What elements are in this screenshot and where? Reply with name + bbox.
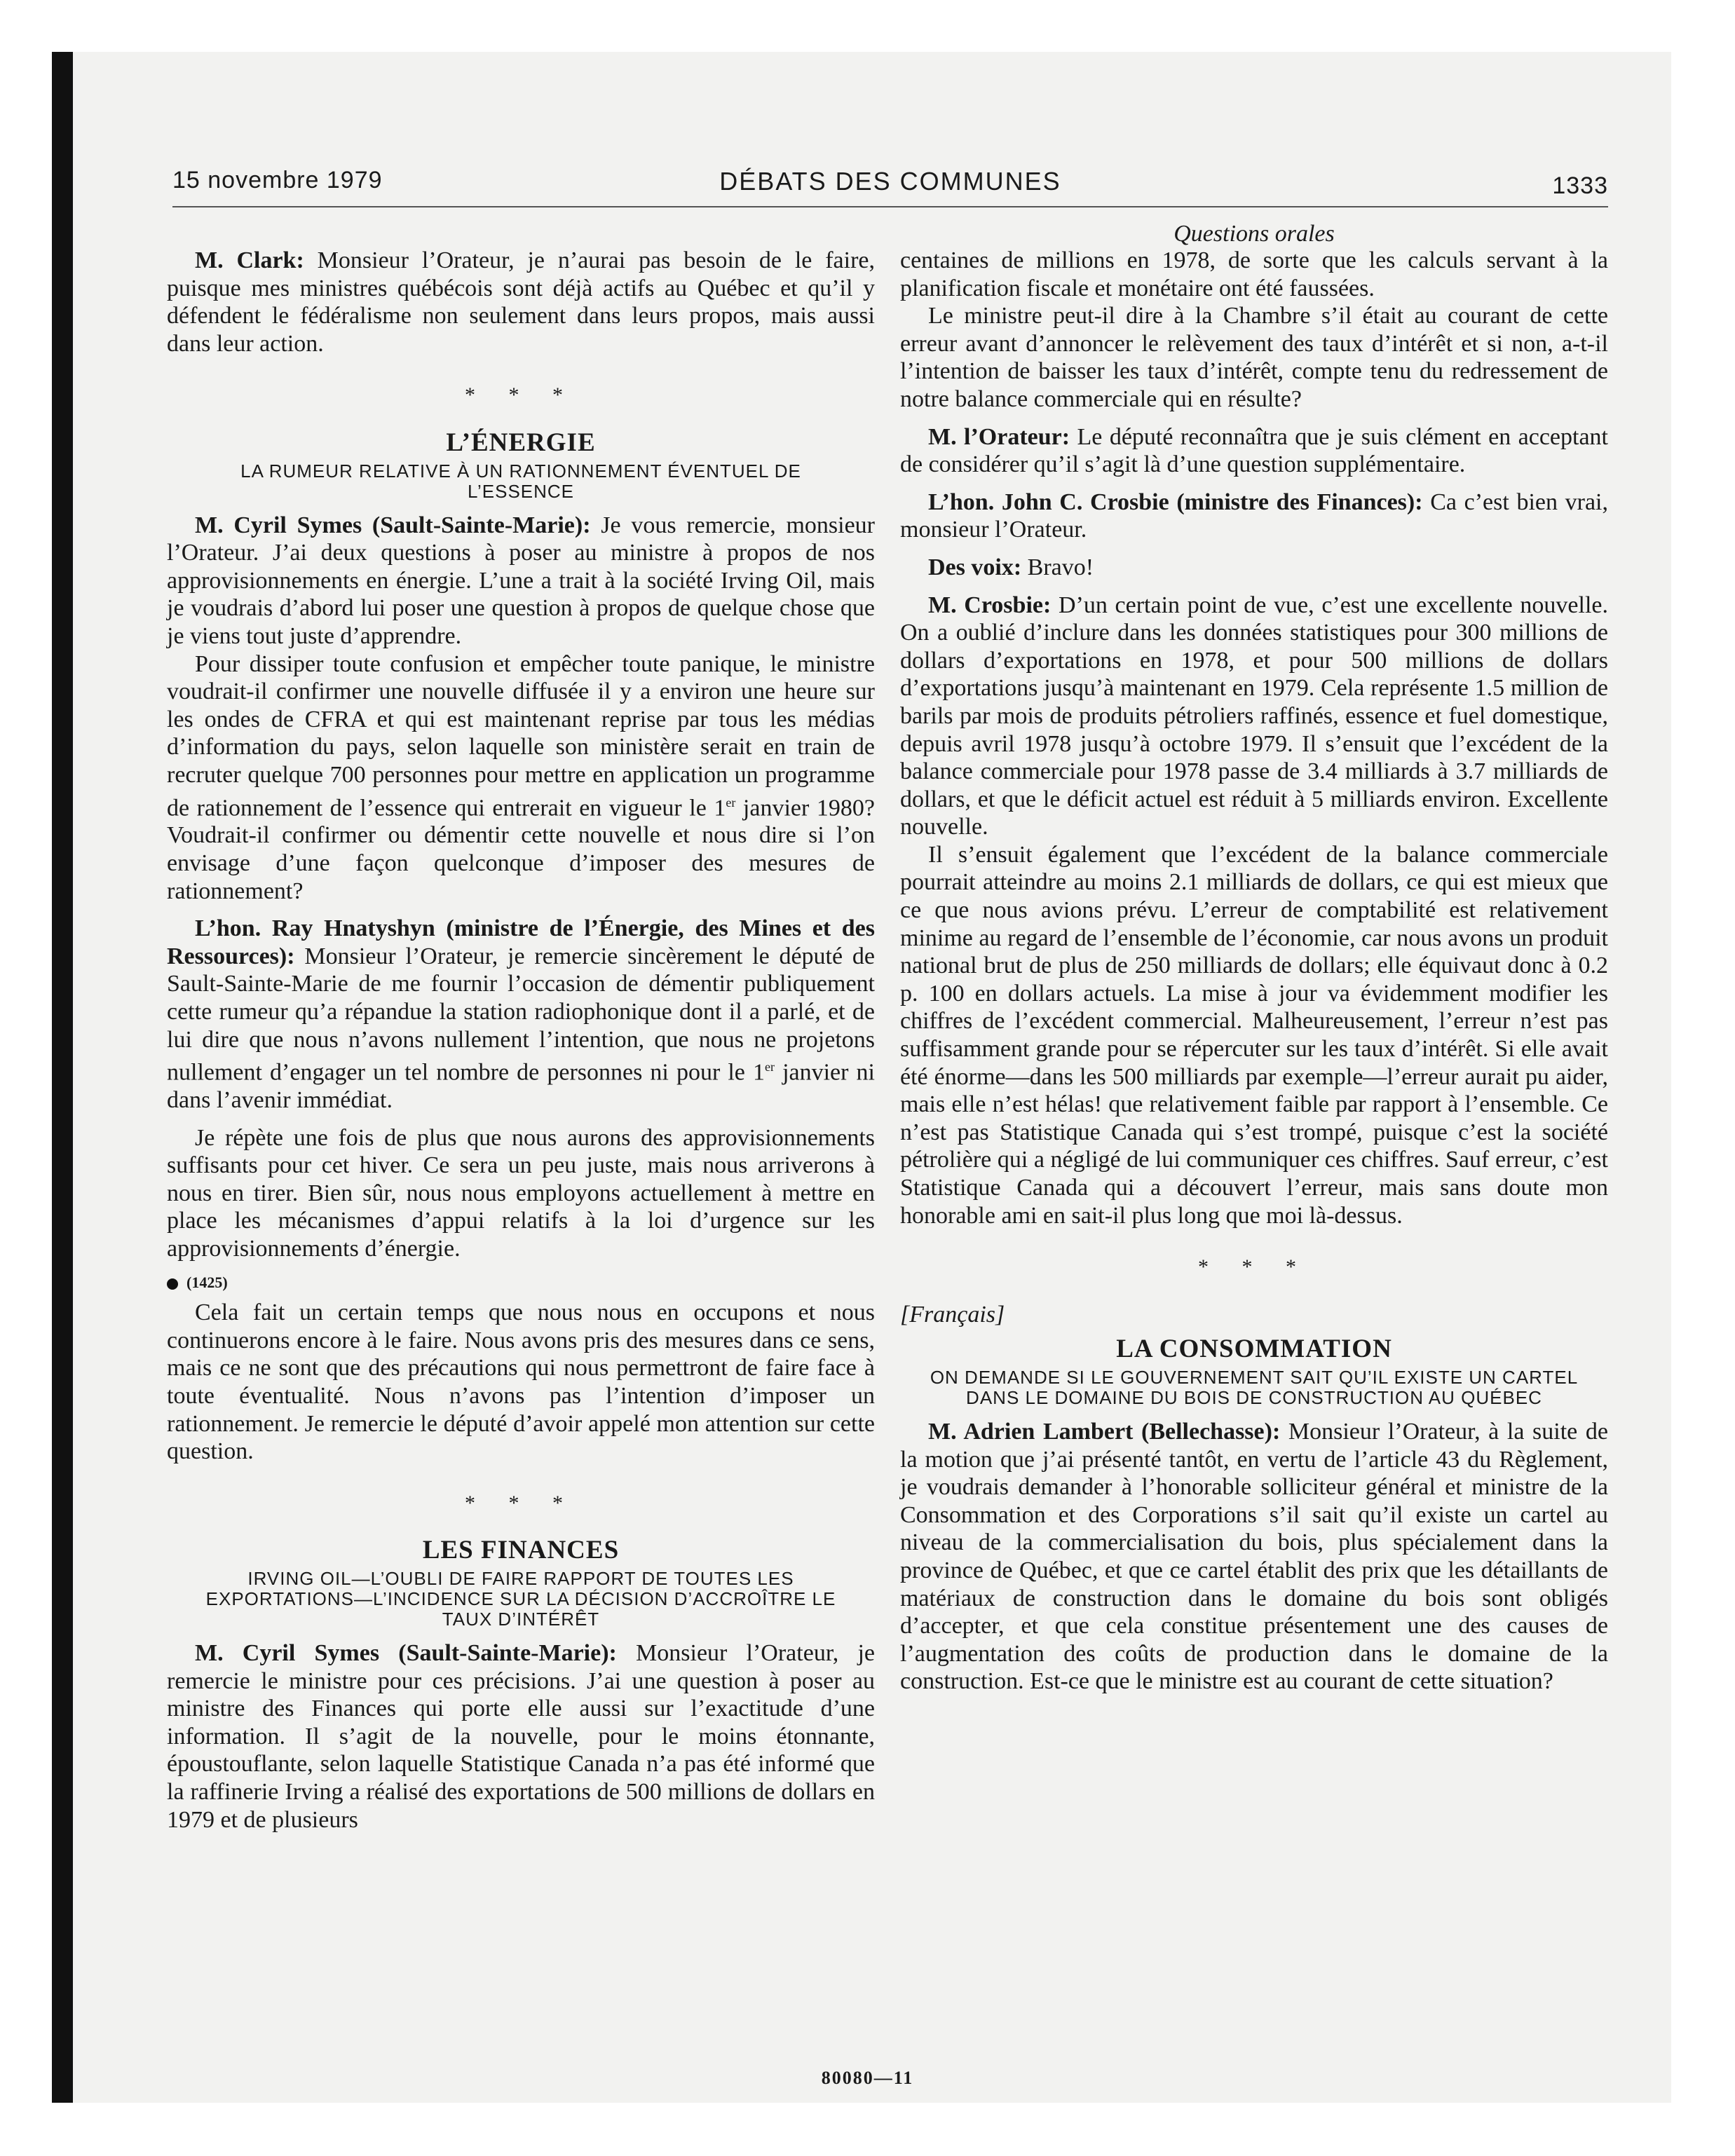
header-date: 15 novembre 1979 [172,167,383,193]
paragraph: M. Cyril Symes (Sault-Sainte-Marie): Je vous remercie, monsieur l’Orateur. J’ai deux questions à poser au ministre à propos de nos approvisionnements en énergie. L’une a trait à la société Irving Oil, mais je voudrais d’abord lui poser une question à propos de quelque chose que je viens tout juste d’apprendre. [167,512,875,649]
section-subheading: IRVING OIL—L’OUBLI DE FAIRE RAPPORT DE TOUTES LES EXPORTATIONS—L’INCIDENCE SUR LA DÉCISION D’ACCROÎTRE LE TAUX D’INTÉRÊT [205,1568,836,1630]
section-heading: L’ÉNERGIE [446,428,596,457]
left-column [167,247,875,1834]
bullet-icon [167,1278,178,1290]
paragraph: M. l’Orateur: Le député reconnaîtra que je suis clément en acceptant de considérer qu’il s’agit là d’une question supplémentaire. [900,423,1608,478]
paragraph: Il s’ensuit également que l’excédent de la balance commerciale pourrait atteindre au moins 2.1 milliards de dollars, ce qui est mieux que ce que nous avions prévu. L’erreur de comptabilité est relativement minime au regard de l’ensemble de l’économie, car nous avons un produit national brut de plus de 250 milliards de dollars; elle équivaut donc à 0.2 p. 100 en dollars actuels. La mise à jour va évidemment modifier les chiffres de l’excédent commercial. Malheureusement, l’erreur n’est pas suffisamment grande pour se répercuter sur les taux d’intérêt. Si elle avait été énorme—dans les 500 milliards par exemple—l’erreur aurait pu aider, mais elle n’est hélas! que relativement faible par rapport à l’ensemble. Ce n’est pas Statistique Canada qui s’est trompé, puisque c’est la société pétrolière qui a négligé de lui communiquer ces chiffres. Sauf erreur, c’est Statistique Canada qui a découvert l’erreur, mais sans doute mon honorable ami en sait-il plus long que moi là-dessus. [900,841,1608,1229]
speaker: M. Cyril Symes (Sault-Sainte-Marie): [195,1640,617,1666]
section-separator: * * * [465,1491,577,1515]
paragraph: M. Cyril Symes (Sault-Sainte-Marie): Monsieur l’Orateur, je remercie le ministre pour ces précisions. J’ai une question à poser au ministre des Finances qui porte elle aussi sur l’exactitude d’une information. Il s’agit de la nouvelle, pour le moins étonnante, époustouflante, selon laquelle Statistique Canada n’a pas été informé que la raffinerie Irving a réalisé des exportations de 500 millions de dollars en 1979 et de plusieurs [167,1640,875,1833]
paragraph: Des voix: Bravo! [928,554,1094,580]
page-footer-code: 80080—11 [821,2068,914,2088]
time-marker: (1425) [167,1269,875,1297]
page-number: 1333 [1552,172,1608,199]
paragraph: M. Clark: Monsieur l’Orateur, je n’aurai pas besoin de le faire, puisque mes ministres québécois sont déjà actifs au Québec et qu’il y défendent le fédéralisme non seulement dans leurs propos, mais aussi dans leur action. [167,247,876,357]
paragraph: L’hon. John C. Crosbie (ministre des Finances): Ca c’est bien vrai, monsieur l’Orateur. [900,489,1608,543]
speaker: M. Crosbie: [928,592,1052,618]
section-separator: * * * [1198,1255,1310,1279]
section-subheading: LA RUMEUR RELATIVE À UN RATIONNEMENT ÉVENTUEL DE L’ESSENCE [240,460,801,502]
speaker: L’hon. John C. Crosbie (ministre des Finances): [928,489,1423,515]
paragraph: L’hon. Ray Hnatyshyn (ministre de l’Énergie, des Mines et des Ressources): Monsieur l’Orateur, je remercie sincèrement le député de Sault-Sainte-Marie de me fournir l’occasion de démentir publiquement cette rumeur qu’a répandue la station radiophonique dont il a parlé, et de lui dire que nous n’avons nullement l’intention, que nous ne projetons nullement d’engager un tel nombre de personnes ni pour le 1er janvier ni dans l’avenir immédiat. [167,915,876,1114]
paragraph: Cela fait un certain temps que nous nous en occupons et nous continuerons encore à le faire. Nous avons pris des mesures dans ce sens, mais ce ne sont que des précautions qui nous permettront de faire face à toute éventualité. Nous n’avons pas l’intention d’imposer un rationnement. Je remercie le député d’avoir appelé mon attention sur cette question. [167,1299,875,1465]
paragraph: Pour dissiper toute confusion et empêcher toute panique, le ministre voudrait-il confirmer une nouvelle diffusée il y a environ une heure sur les ondes de CFRA et qui est maintenant reprise par tous les médias d’information du pays, selon laquelle son ministère serait en train de recruter quelque 700 personnes pour mettre en application un programme de rationnement de l’essence qui entrerait en vigueur le 1er janvier 1980? Voudrait-il confirmer ou démentir cette nouvelle et nous dire si l’on envisage d’une façon quelconque d’imposer des mesures de rationnement? [167,650,875,904]
right-column [900,221,1609,1696]
section-subheading: ON DEMANDE SI LE GOUVERNEMENT SAIT QU’IL EXISTE UN CARTEL DANS LE DOMAINE DU BOIS DE CONSTRUCTION AU QUÉBEC [930,1366,1579,1408]
section-heading: LA CONSOMMATION [1116,1335,1392,1364]
paragraph: M. Crosbie: D’un certain point de vue, c’est une excellente nouvelle. On a oublié d’inclure dans les données statistiques pour 300 millions de dollars d’exportations en 1978, et pour 500 millions de dollars d’exportations jusqu’à maintenant en 1979. Cela représente 1.5 million de barils par mois de produits pétroliers raffinés, essence et fuel domestique, depuis avril 1978 jusqu’à octobre 1979. Il s’ensuit que l’excédent de la balance commerciale pour 1978 passe de 3.4 milliards à 3.7 milliards de dollars, et que le déficit actuel est réduit à 5 milliards environ. Excellente nouvelle. [900,592,1609,840]
speaker: Des voix: [928,554,1022,580]
speaker: M. Cyril Symes (Sault-Sainte-Marie): [195,512,591,538]
paragraph: M. Adrien Lambert (Bellechasse): Monsieur l’Orateur, à la suite de la motion que j’ai présenté tantôt, en vertu de l’article 43 du Règlement, je voudrais demander à l’honorable solliciteur général et ministre de la Consommation et des Corporations s’il sait qu’il existe un cartel au niveau de la commercialisation du bois, plus spécialement dans la province de Québec, et que ce cartel établit des prix que les détaillants de matériaux de construction dans le domaine du bois sont obligés d’accepter, et que cela constitue présentement une des causes de l’augmentation des coûts de production dans le domaine de la construction. Est-ce que le ministre est au courant de cette situation? [900,1418,1608,1695]
section-separator: * * * [465,383,577,407]
scan-edge [52,52,73,2103]
speaker: M. Clark: [195,247,304,273]
section-heading: LES FINANCES [422,1536,620,1565]
language-note: [Français] [900,1301,1005,1328]
speaker: M. Adrien Lambert (Bellechasse): [928,1418,1281,1445]
running-head: Questions orales [1173,221,1335,247]
paragraph: Le ministre peut-il dire à la Chambre s’il était au courant de cette erreur avant d’annoncer le relèvement des taux d’intérêt et si non, a-t-il l’intention de baisser les taux d’intérêt, compte tenu du redressement de notre balance commerciale qui en résulte? [900,303,1608,412]
paragraph: Je répète une fois de plus que nous aurons des approvisionnements suffisants pour cet hiver. Ce sera un peu juste, mais nous arriverons à nous en tirer. Bien sûr, nous nous employons actuellement à mettre en place les mécanismes d’appui relatifs à la loi d’urgence sur les approvisionnements d’énergie. [167,1124,875,1262]
speaker: M. l’Orateur: [928,423,1070,450]
speaker: L’hon. Ray Hnatyshyn (ministre de l’Énergie, des Mines et des Ressources): [167,915,875,969]
page-header [172,163,1608,207]
header-title: DÉBATS DES COMMUNES [719,167,1061,196]
paragraph: centaines de millions en 1978, de sorte que les calculs servant à la planification fiscale et monétaire ont été faussées. [900,247,1608,301]
